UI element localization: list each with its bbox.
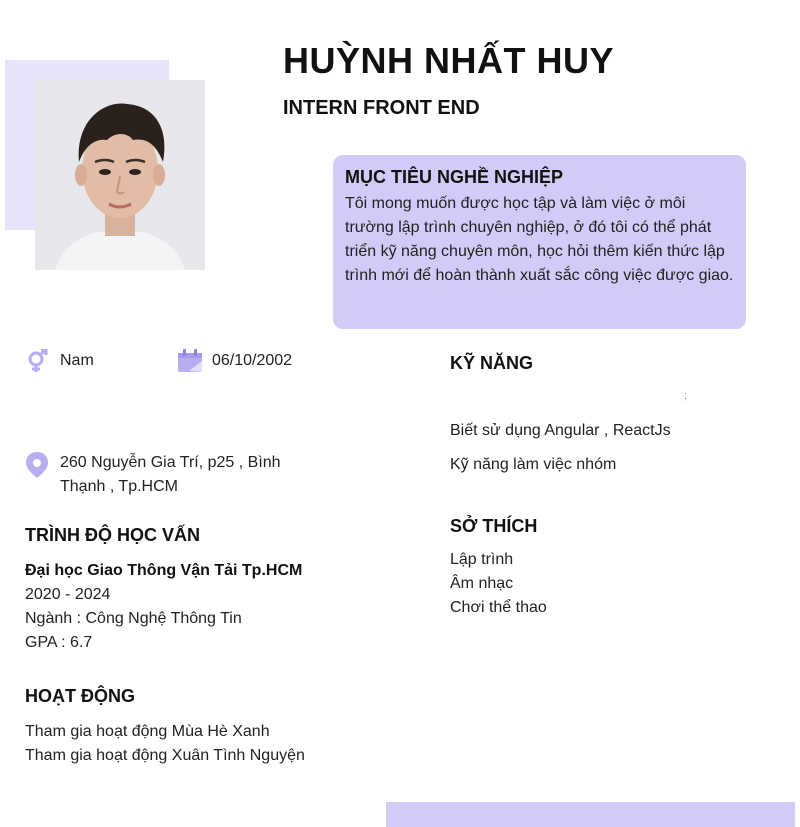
objective-text: Tôi mong muốn được học tập và làm việc ở môi trường lập trình chuyên nghiệp, ở đó tôi có thể phát triển kỹ năng chuyên môn, học hỏi thêm kiến thức lập trình mới để hoàn thành xuất sắc công việc được giao. <box>345 195 734 284</box>
stray-mark: ; <box>684 390 688 402</box>
hobbies-list <box>450 548 547 620</box>
list-item: Kỹ năng làm việc nhóm <box>450 456 617 473</box>
career-objective-box <box>333 155 746 329</box>
list-item: Biết sử dụng Angular , ReactJs <box>450 422 671 439</box>
study-years: 2020 - 2024 <box>25 586 111 603</box>
list-item: Âm nhạc <box>450 575 514 592</box>
gpa: GPA : 6.7 <box>25 634 93 651</box>
list-item: Tham gia hoạt động Mùa Hè Xanh <box>25 723 270 740</box>
list-item: Tham gia hoạt động Xuân Tình Nguyện <box>25 747 305 764</box>
school-name: Đại học Giao Thông Vận Tải Tp.HCM <box>25 562 303 579</box>
calendar-icon <box>177 349 201 373</box>
education-details <box>25 559 302 655</box>
education-title: TRÌNH ĐỘ HỌC VẤN <box>25 525 200 545</box>
major: Ngành : Công Nghệ Thông Tin <box>25 610 242 627</box>
birthday-value: 06/10/2002 <box>212 352 293 369</box>
list-item: Lập trình <box>450 551 514 568</box>
activities-list <box>25 720 305 768</box>
gender-icon <box>25 349 49 373</box>
gender-row <box>25 349 94 373</box>
address-value: 260 Nguyễn Gia Trí, p25 , Bình Thạnh , Tp.HCM <box>60 454 281 495</box>
skills-title: KỸ NĂNG <box>450 353 534 373</box>
hobbies-title: SỞ THÍCH <box>450 516 538 536</box>
candidate-name: HUỲNH NHẤT HUY <box>283 40 614 81</box>
job-title: INTERN FRONT END <box>283 97 480 119</box>
portrait-illustration <box>35 80 205 270</box>
list-item: Chơi thể thao <box>450 599 547 616</box>
footer-accent-bar <box>386 802 795 827</box>
profile-photo <box>35 80 205 270</box>
birthday-row <box>177 349 292 373</box>
activities-title: HOẠT ĐỘNG <box>25 686 135 706</box>
objective-title: MỤC TIÊU NGHỀ NGHIỆP <box>345 167 564 187</box>
location-pin-icon <box>25 451 49 475</box>
gender-value: Nam <box>60 352 94 369</box>
address-row <box>25 451 315 499</box>
